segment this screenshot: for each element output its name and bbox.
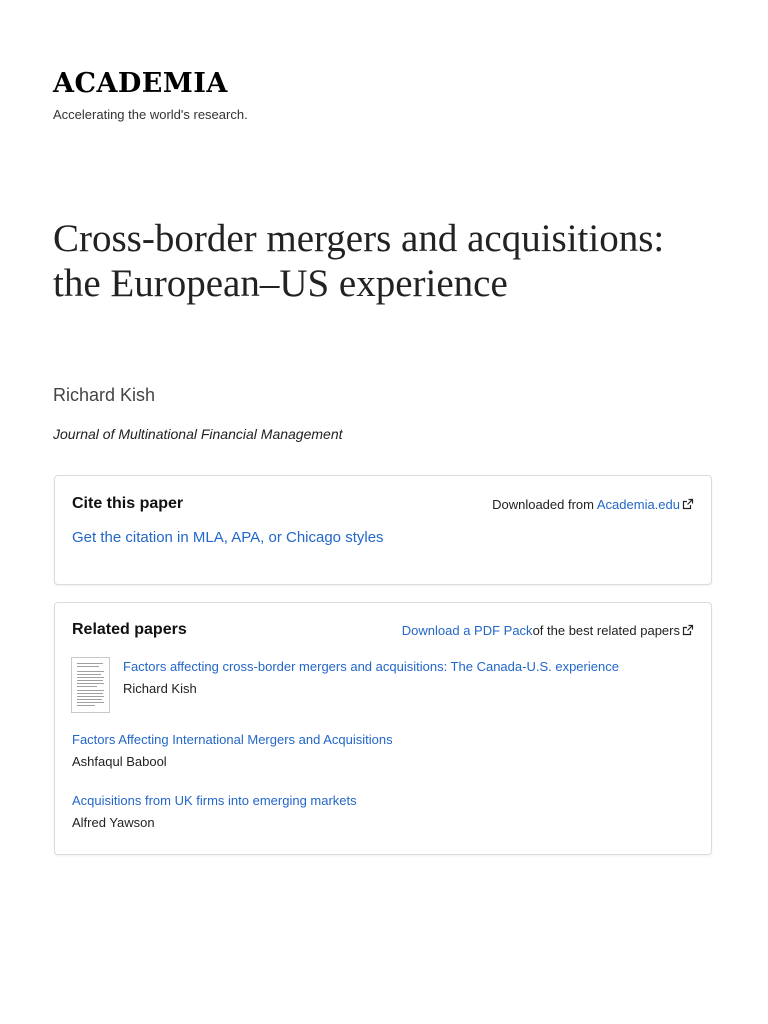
related-paper-title-link[interactable]: Factors affecting cross-border mergers and acquisitions: The Canada-U.S. experience bbox=[123, 659, 619, 674]
pdf-pack-suffix: of the best related papers bbox=[532, 623, 680, 638]
related-heading: Related papers bbox=[72, 621, 187, 638]
related-paper-author: Richard Kish bbox=[123, 681, 197, 696]
external-link-icon[interactable] bbox=[682, 623, 694, 641]
pdf-pack-note bbox=[402, 622, 694, 641]
downloaded-from-note bbox=[492, 496, 694, 515]
paper-title: Cross-border mergers and acquisitions: the European–US experience bbox=[53, 217, 665, 305]
related-paper-title-link[interactable]: Factors Affecting International Mergers and Acquisitions bbox=[72, 732, 393, 747]
download-pdf-pack-link[interactable]: Download a PDF Pack bbox=[401, 623, 533, 638]
paper-author: Richard Kish bbox=[53, 385, 156, 405]
related-paper-title-link[interactable]: Acquisitions from UK firms into emerging markets bbox=[72, 793, 357, 808]
downloaded-prefix: Downloaded from bbox=[492, 497, 597, 512]
related-paper-item bbox=[72, 731, 393, 771]
related-paper-item bbox=[123, 658, 619, 698]
academia-logo[interactable]: ACADEMIA bbox=[53, 68, 228, 99]
related-paper-author: Ashfaqul Babool bbox=[72, 754, 167, 769]
related-papers-card bbox=[54, 602, 712, 855]
get-citation-link[interactable]: Get the citation in MLA, APA, or Chicago styles bbox=[72, 529, 384, 546]
journal-name: Journal of Multinational Financial Management bbox=[53, 426, 343, 442]
cite-heading: Cite this paper bbox=[72, 495, 184, 512]
cite-this-paper-card bbox=[54, 475, 712, 585]
academia-edu-link[interactable]: Academia.edu bbox=[596, 497, 680, 512]
related-paper-item bbox=[72, 792, 357, 832]
related-paper-author: Alfred Yawson bbox=[72, 815, 155, 830]
external-link-icon[interactable] bbox=[682, 497, 694, 515]
paper-thumbnail-icon[interactable] bbox=[71, 657, 110, 713]
tagline: Accelerating the world's research. bbox=[53, 107, 248, 122]
